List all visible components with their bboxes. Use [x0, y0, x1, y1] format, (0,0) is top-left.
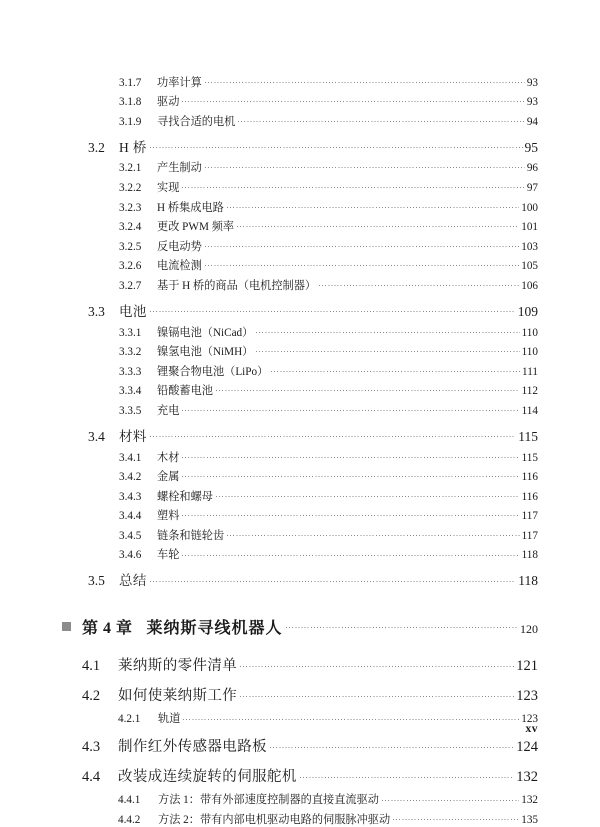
toc-entry-page-number: 114 [521, 404, 538, 417]
toc-dot-leader [237, 219, 519, 230]
toc-entry-title: 改装成连续旋转的伺服舵机 [118, 769, 297, 786]
toc-entry-title: 链条和链轮齿 [157, 529, 225, 542]
toc-entry-number: 3.4.4 [119, 510, 142, 523]
toc-entry-page-number: 111 [522, 365, 538, 378]
toc-entry-row[interactable] [62, 382, 538, 398]
toc-entry-number: 4.4.2 [118, 814, 141, 827]
toc-entry-page-number: 123 [516, 688, 538, 705]
toc-entry-title: 方法 1：带有外部速度控制器的直接直流驱动 [158, 794, 379, 807]
toc-dot-leader [319, 278, 519, 289]
toc-dot-leader [205, 74, 525, 85]
toc-entry-row[interactable] [62, 113, 538, 129]
toc-entry-row[interactable] [62, 507, 538, 523]
toc-entry-title: 莱纳斯的零件清单 [118, 658, 238, 675]
toc-entry-page-number: 132 [521, 794, 538, 807]
toc-dot-leader [270, 737, 514, 752]
toc-entry-row[interactable] [62, 425, 538, 445]
toc-entry-page-number: 117 [521, 510, 538, 523]
toc-entry-number: 3.4.6 [119, 549, 142, 562]
toc-dot-leader [150, 427, 516, 441]
toc-entry-number: 3.2.4 [119, 221, 142, 234]
toc-entry-title: 如何使莱纳斯工作 [118, 688, 238, 705]
toc-entry-title: 镍氢电池（NiMH） [157, 346, 254, 359]
toc-entry-number: 3.4.5 [119, 529, 142, 542]
toc-dot-leader [205, 258, 519, 269]
toc-entry-row[interactable] [62, 710, 538, 726]
toc-dot-leader [182, 547, 519, 558]
toc-dot-leader [240, 656, 514, 671]
toc-entry-number: 3.3.2 [119, 346, 142, 359]
toc-entry-row[interactable] [62, 159, 538, 175]
toc-dot-leader [271, 364, 520, 375]
toc-entry-number: 3.3.5 [119, 404, 142, 417]
toc-dot-leader [393, 812, 519, 823]
toc-entry-row[interactable] [62, 527, 538, 543]
toc-dot-leader [150, 138, 523, 152]
toc-entry-number: 3.2.1 [119, 162, 142, 175]
toc-entry-row[interactable] [62, 546, 538, 562]
toc-dot-leader [286, 617, 518, 633]
toc-entry-row[interactable] [62, 449, 538, 465]
toc-entry-number: 3.2 [88, 139, 105, 155]
toc-dot-leader [182, 180, 524, 191]
toc-entry-number: 3.2.5 [119, 240, 142, 253]
toc-entry-row[interactable] [62, 569, 538, 589]
toc-entry-title: 功率计算 [157, 76, 202, 89]
toc-chapter-row[interactable] [62, 615, 538, 638]
toc-entry-page-number: 103 [521, 240, 538, 253]
toc-entry-page-number: 115 [521, 451, 538, 464]
toc-entry-number: 3.4.2 [119, 471, 142, 484]
toc-entry-page-number: 93 [526, 96, 538, 109]
toc-entry-title: 螺栓和螺母 [157, 490, 213, 503]
toc-dot-leader [205, 239, 519, 250]
toc-entry-number: 4.2.1 [118, 713, 141, 726]
page-folio: xv [525, 723, 538, 735]
toc-entry-number: 3.2.2 [119, 181, 142, 194]
toc-dot-leader [240, 686, 514, 701]
toc-entry-row[interactable] [62, 324, 538, 340]
toc-entry-page-number: 118 [518, 573, 538, 589]
toc-entry-number: 3.4 [88, 428, 105, 444]
toc-entry-page-number: 105 [521, 260, 538, 273]
toc-entry-number: 3.3.3 [119, 365, 142, 378]
toc-entry-page-number: 97 [526, 181, 538, 194]
toc-entry-row[interactable] [62, 765, 538, 786]
toc-entry-row[interactable] [62, 199, 538, 215]
toc-entry-page-number: 115 [518, 428, 538, 444]
toc-dot-leader [238, 114, 524, 125]
toc-entry-page-number: 118 [521, 549, 538, 562]
toc-entry-number: 3.2.6 [119, 260, 142, 273]
toc-entry-row[interactable] [62, 343, 538, 359]
toc-entry-title: 塑料 [157, 510, 180, 523]
toc-dot-leader [256, 344, 519, 355]
toc-dot-leader [227, 199, 519, 210]
toc-entry-number: 3.3.1 [119, 326, 142, 339]
toc-entry-number: 3.1.9 [119, 115, 142, 128]
toc-entry-number: 3.3.4 [119, 385, 142, 398]
toc-entry-page-number: 96 [526, 162, 538, 175]
toc-entry-title: 锂聚合物电池（LiPo） [157, 365, 269, 378]
toc-entry-title: 方法 2：带有内部电机驱动电路的伺服脉冲驱动 [158, 814, 391, 827]
toc-entry-number: 3.4.3 [119, 490, 142, 503]
toc-dot-leader [182, 449, 519, 460]
toc-entry-row[interactable] [62, 218, 538, 234]
toc-entry-row[interactable] [62, 402, 538, 418]
toc-entry-title: 产生制动 [157, 162, 202, 175]
toc-entry-row[interactable] [62, 238, 538, 254]
toc-entry-page-number: 124 [516, 739, 538, 756]
toc-entry-title: 总结 [119, 573, 147, 589]
toc-dot-leader [205, 160, 525, 171]
toc-entry-number: 3.1.8 [119, 96, 142, 109]
toc-entry-page-number: 101 [521, 221, 538, 234]
toc-entry-page-number: 100 [521, 201, 538, 214]
toc-entry-page-number: 112 [521, 385, 538, 398]
toc-entry-number: 3.2.3 [119, 201, 142, 214]
toc-entry-page-number: 109 [517, 303, 538, 319]
toc-entry-row[interactable] [62, 488, 538, 504]
toc-entry-title: 制作红外传感器电路板 [118, 739, 267, 756]
toc-entry-row[interactable] [62, 791, 538, 807]
toc-entry-number: 4.3 [82, 739, 101, 756]
chapter-bullet-icon [62, 622, 71, 631]
toc-entry-title: 电池 [119, 303, 147, 319]
toc-entry-number: 3.1.7 [119, 76, 142, 89]
toc-entry-row[interactable] [62, 257, 538, 273]
toc-entry-row[interactable] [62, 735, 538, 756]
toc-entry-page-number: 135 [521, 814, 538, 827]
toc-entry-page-number: 110 [521, 346, 538, 359]
toc-entry-title: 莱纳斯寻线机器人 [146, 620, 283, 638]
toc-entry-number: 4.1 [82, 658, 101, 675]
toc-entry-title: 电流检测 [157, 260, 202, 273]
toc-entry-row[interactable] [62, 468, 538, 484]
toc-entry-title: 实现 [157, 181, 180, 194]
toc-dot-leader [182, 469, 519, 480]
toc-dot-leader [183, 711, 519, 722]
toc-entry-number: 3.4.1 [119, 451, 142, 464]
toc-entry-number: 3.5 [88, 573, 105, 589]
toc-entry-list [62, 74, 538, 827]
toc-entry-row[interactable] [62, 684, 538, 705]
toc-entry-row[interactable] [62, 363, 538, 379]
toc-entry-page-number: 117 [521, 529, 538, 542]
toc-entry-number: 4.4.1 [118, 794, 141, 807]
toc-entry-number: 3.2.7 [119, 279, 142, 292]
toc-entry-title: 驱动 [157, 96, 180, 109]
toc-entry-page-number: 116 [521, 471, 538, 484]
toc-dot-leader [216, 383, 520, 394]
toc-entry-row[interactable] [62, 136, 538, 156]
toc-entry-page-number: 94 [526, 115, 538, 128]
toc-entry-title: 更改 PWM 频率 [157, 221, 235, 234]
toc-entry-title: 镍镉电池（NiCad） [157, 326, 254, 339]
toc-entry-number: 4.2 [82, 688, 101, 705]
toc-entry-page-number: 120 [520, 622, 538, 637]
toc-dot-leader [256, 324, 519, 335]
toc-entry-title: H 桥集成电路 [157, 201, 224, 214]
toc-entry-row[interactable] [62, 179, 538, 195]
toc-entry-title: 轨道 [158, 713, 181, 726]
toc-dot-leader [300, 767, 514, 782]
toc-entry-page-number: 106 [521, 279, 538, 292]
toc-entry-page-number: 123 [521, 713, 538, 726]
toc-entry-page-number: 110 [521, 326, 538, 339]
toc-entry-page-number: 95 [524, 139, 538, 155]
toc-entry-title: H 桥 [119, 139, 147, 155]
toc-entry-title: 车轮 [157, 549, 180, 562]
toc-entry-row[interactable] [62, 654, 538, 675]
toc-entry-title: 金属 [157, 471, 180, 484]
toc-dot-leader [227, 528, 519, 539]
toc-entry-title: 基于 H 桥的商品（电机控制器） [157, 279, 317, 292]
toc-dot-leader [182, 403, 519, 414]
toc-entry-number: 3.3 [88, 303, 105, 319]
toc-dot-leader [182, 508, 519, 519]
toc-entry-row[interactable] [62, 93, 538, 109]
toc-entry-page-number: 93 [526, 76, 538, 89]
toc-entry-number: 第 4 章 [82, 620, 133, 638]
toc-entry-row[interactable] [62, 277, 538, 293]
toc-entry-page-number: 132 [516, 769, 538, 786]
toc-dot-leader [382, 792, 519, 803]
toc-entry-page-number: 116 [521, 490, 538, 503]
toc-dot-leader [150, 302, 516, 316]
toc-entry-row[interactable] [62, 811, 538, 827]
toc-dot-leader [150, 572, 516, 586]
toc-entry-title: 木材 [157, 451, 180, 464]
toc-entry-page-number: 121 [516, 658, 538, 675]
toc-entry-row[interactable] [62, 300, 538, 320]
toc-entry-title: 铅酸蓄电池 [157, 385, 213, 398]
toc-entry-title: 材料 [119, 428, 147, 444]
toc-entry-title: 寻找合适的电机 [157, 115, 236, 128]
toc-entry-row[interactable] [62, 74, 538, 90]
toc-dot-leader [182, 94, 524, 105]
toc-dot-leader [216, 489, 520, 500]
toc-entry-title: 反电动势 [157, 240, 202, 253]
toc-entry-number: 4.4 [82, 769, 101, 786]
toc-entry-title: 充电 [157, 404, 180, 417]
